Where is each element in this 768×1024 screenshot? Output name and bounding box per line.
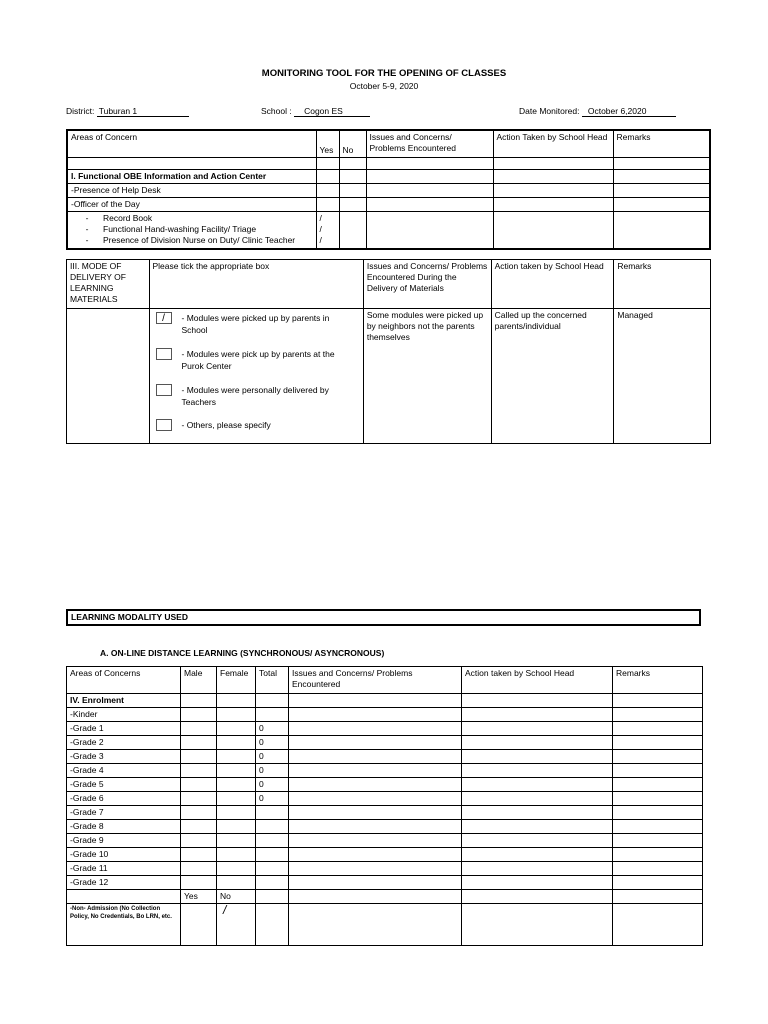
grade-male (181, 750, 217, 764)
grade-row (67, 834, 703, 848)
header-enrol-action: Action taken by School Head (462, 667, 613, 694)
no-label: No (217, 890, 256, 904)
header-enrol-issues: Issues and Concerns/ Problems Encountered (289, 667, 462, 694)
grade-total (256, 862, 289, 876)
grade-row (67, 708, 703, 722)
grade-male (181, 834, 217, 848)
grade-issues (289, 862, 462, 876)
bullet-list (67, 211, 316, 249)
grade-action (462, 736, 613, 750)
grade-male (181, 862, 217, 876)
grade-issues (289, 750, 462, 764)
grade-action (462, 778, 613, 792)
grade-name: -Grade 1 (67, 722, 181, 736)
grade-row (67, 848, 703, 862)
learning-modality-table (66, 609, 701, 626)
grade-row (67, 778, 703, 792)
row-help-desk: -Presence of Help Desk (67, 183, 316, 197)
grade-name: -Grade 10 (67, 848, 181, 862)
district-field (66, 106, 189, 117)
yes-marks: / / / (316, 211, 339, 249)
grade-female (217, 750, 256, 764)
grade-male (181, 764, 217, 778)
grade-action (462, 848, 613, 862)
grade-total (256, 876, 289, 890)
grade-male (181, 736, 217, 750)
grade-remarks (613, 862, 703, 876)
grade-issues (289, 708, 462, 722)
grade-total (256, 806, 289, 820)
grade-total: 0 (256, 764, 289, 778)
section-obe-center: I. Functional OBE Information and Action Center (67, 169, 316, 183)
header-male: Male (181, 667, 217, 694)
delivery-remarks-value: Managed (614, 309, 711, 444)
grade-female (217, 876, 256, 890)
grade-action (462, 862, 613, 876)
header-delivery-issues: Issues and Concerns/ Problems Encountered During the Delivery of Materials (363, 260, 491, 309)
grade-row (67, 736, 703, 750)
grade-action (462, 708, 613, 722)
header-issues: Issues and Concerns/ Problems Encountered (366, 130, 493, 157)
grade-female (217, 708, 256, 722)
grade-issues (289, 722, 462, 736)
grade-total: 0 (256, 736, 289, 750)
grade-action (462, 792, 613, 806)
grade-name: -Grade 8 (67, 820, 181, 834)
district-value: Tuburan 1 (97, 106, 189, 117)
grade-total: 0 (256, 750, 289, 764)
date-value: October 6,2020 (582, 106, 676, 117)
school-label: School : (261, 106, 292, 116)
header-female: Female (217, 667, 256, 694)
grade-remarks (613, 792, 703, 806)
grade-total (256, 848, 289, 862)
grade-female (217, 848, 256, 862)
grade-remarks (613, 736, 703, 750)
grade-row (67, 764, 703, 778)
grade-female (217, 862, 256, 876)
grade-male (181, 722, 217, 736)
checkbox-purok-center[interactable] (156, 348, 172, 360)
grade-name: -Kinder (67, 708, 181, 722)
school-value: Cogon ES (294, 106, 370, 117)
grade-action (462, 876, 613, 890)
header-enrol-remarks: Remarks (613, 667, 703, 694)
grade-row (67, 876, 703, 890)
document-title: MONITORING TOOL FOR THE OPENING OF CLASSES (261, 68, 507, 79)
grade-male (181, 848, 217, 862)
bullet-record-book: - Record Book (85, 212, 153, 223)
document-date-range: October 5-9, 2020 (349, 81, 419, 91)
grade-male (181, 820, 217, 834)
grade-name: -Grade 6 (67, 792, 181, 806)
grade-female (217, 736, 256, 750)
grade-name: -Grade 7 (67, 806, 181, 820)
grade-row (67, 750, 703, 764)
grade-row (67, 862, 703, 876)
grade-remarks (613, 722, 703, 736)
grade-action (462, 764, 613, 778)
grade-total: 0 (256, 722, 289, 736)
grade-row (67, 792, 703, 806)
header-total: Total (256, 667, 289, 694)
grade-male (181, 792, 217, 806)
grade-issues (289, 736, 462, 750)
grade-name: -Grade 3 (67, 750, 181, 764)
grade-action (462, 834, 613, 848)
header-areas-of-concern: Areas of Concern (67, 130, 316, 157)
school-field (261, 106, 370, 117)
header-delivery-remarks: Remarks (614, 260, 711, 309)
bullet-division-nurse: - Presence of Division Nurse on Duty/ Clinic Teacher (85, 234, 296, 245)
delivery-action-value: Called up the concerned parents/individual (491, 309, 614, 444)
grade-issues (289, 764, 462, 778)
grade-row (67, 722, 703, 736)
grade-total (256, 834, 289, 848)
grade-name: -Grade 11 (67, 862, 181, 876)
grade-remarks (613, 750, 703, 764)
grade-name: -Grade 5 (67, 778, 181, 792)
date-label: Date Monitored: (519, 106, 580, 116)
grade-issues (289, 848, 462, 862)
grade-row (67, 820, 703, 834)
bullet-hand-washing: - Functional Hand-washing Facility/ Triage (85, 223, 257, 234)
grade-action (462, 820, 613, 834)
district-label: District: (66, 106, 95, 116)
grade-total: 0 (256, 778, 289, 792)
grade-remarks (613, 820, 703, 834)
grade-female (217, 778, 256, 792)
grade-female (217, 722, 256, 736)
enrolment-table (66, 666, 703, 946)
delivery-mode-table (66, 259, 711, 444)
grade-issues (289, 834, 462, 848)
grade-row (67, 806, 703, 820)
grade-name: -Grade 2 (67, 736, 181, 750)
grade-issues (289, 792, 462, 806)
header-delivery-action: Action taken by School Head (491, 260, 614, 309)
grade-name: -Grade 4 (67, 764, 181, 778)
header-no: No (339, 130, 366, 157)
grade-female (217, 820, 256, 834)
grade-issues (289, 806, 462, 820)
checkbox-picked-up-school[interactable]: / (156, 312, 172, 324)
header-action: Action Taken by School Head (493, 130, 613, 157)
grade-action (462, 806, 613, 820)
obe-center-table (66, 129, 711, 250)
grade-total (256, 820, 289, 834)
grade-female (217, 806, 256, 820)
grade-remarks (613, 876, 703, 890)
grade-total (256, 708, 289, 722)
grade-female (217, 834, 256, 848)
header-yes: Yes (316, 130, 339, 157)
grade-male (181, 876, 217, 890)
delivery-options: / - Modules were picked up by parents in School - Modules were pick up by parents at the Purok Center - Modules were personally delivered by Teachers - Others, please specify (149, 309, 363, 444)
grade-male (181, 708, 217, 722)
grade-male (181, 778, 217, 792)
header-mode-of-delivery: III. MODE OF DELIVERY OF LEARNING MATERIALS (67, 260, 150, 309)
row-officer-of-day: -Officer of the Day (67, 197, 316, 211)
grade-total: 0 (256, 792, 289, 806)
grade-remarks (613, 834, 703, 848)
grade-remarks (613, 708, 703, 722)
grade-male (181, 806, 217, 820)
yes-label: Yes (181, 890, 217, 904)
non-admission-no-mark: / (217, 904, 256, 946)
grade-action (462, 750, 613, 764)
checkbox-others[interactable] (156, 419, 172, 431)
grade-remarks (613, 764, 703, 778)
grade-remarks (613, 848, 703, 862)
grade-name: -Grade 12 (67, 876, 181, 890)
section-a-heading: A. ON-LINE DISTANCE LEARNING (SYNCHRONOUS/ ASYNCRONOUS) (100, 648, 385, 658)
grade-female (217, 792, 256, 806)
header-remarks: Remarks (613, 130, 710, 157)
grade-remarks (613, 806, 703, 820)
header-tick-box: Please tick the appropriate box (149, 260, 363, 309)
learning-modality-label: LEARNING MODALITY USED (71, 612, 188, 622)
grade-action (462, 722, 613, 736)
grade-name: -Grade 9 (67, 834, 181, 848)
grade-issues (289, 820, 462, 834)
grade-remarks (613, 778, 703, 792)
section-enrolment: IV. Enrolment (67, 694, 181, 708)
date-monitored-field (519, 106, 676, 117)
non-admission-label: -Non- Admission (No Collection Policy, No Credentials, Bo LRN, etc. (67, 904, 181, 946)
delivery-issues-value: Some modules were picked up by neighbors not the parents themselves (363, 309, 491, 444)
checkbox-delivered-by-teachers[interactable] (156, 384, 172, 396)
grade-female (217, 764, 256, 778)
grade-issues (289, 876, 462, 890)
header-areas-of-concerns: Areas of Concerns (67, 667, 181, 694)
grade-issues (289, 778, 462, 792)
